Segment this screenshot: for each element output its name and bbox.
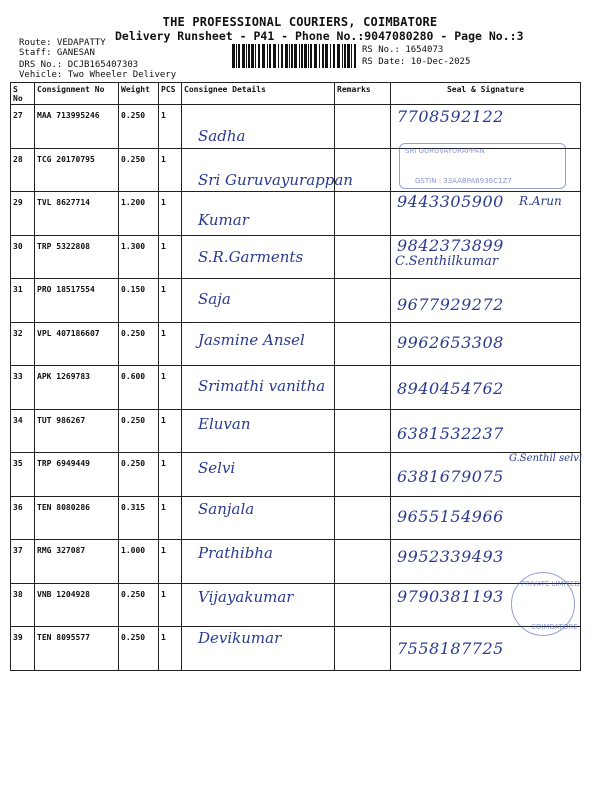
row-remarks <box>335 192 391 236</box>
runsheet-table <box>10 82 581 671</box>
row-weight: 0.250 <box>119 627 159 671</box>
row-consignment: TEN 8080286 <box>35 496 119 540</box>
receiver-phone: 6381679075 <box>397 467 504 486</box>
row-consignee <box>182 192 335 236</box>
barcode-bar <box>351 44 352 68</box>
row-sno: 32 <box>11 322 35 366</box>
table-row <box>11 627 581 671</box>
stamp-text: GSTIN : 33AABPA6936C1Z7 <box>415 176 512 185</box>
row-weight: 0.315 <box>119 496 159 540</box>
barcode-bar <box>347 44 350 68</box>
barcode-bar <box>354 44 356 68</box>
barcode-bar <box>246 44 247 68</box>
receiver-phone: 9655154966 <box>397 506 504 526</box>
row-consignment: VPL 407186607 <box>35 322 119 366</box>
row-consignee <box>182 366 335 410</box>
row-consignment: PRO 18517554 <box>35 279 119 323</box>
barcode-bar <box>299 44 300 68</box>
row-pcs: 1 <box>159 540 182 584</box>
row-pcs: 1 <box>159 279 182 323</box>
row-consignee <box>182 540 335 584</box>
barcode-bar <box>251 44 254 68</box>
barcode-bar <box>255 44 256 68</box>
consignee-name: S.R.Garments <box>198 247 304 266</box>
row-weight: 0.150 <box>119 279 159 323</box>
rs-date: RS Date: 10-Dec-2025 <box>362 57 471 67</box>
row-pcs: 1 <box>159 192 182 236</box>
row-consignment: VNB 1204928 <box>35 583 119 627</box>
row-signature <box>391 279 581 323</box>
col-seal: Seal & Signature <box>391 83 581 105</box>
row-remarks <box>335 409 391 453</box>
barcode-bar <box>258 44 260 68</box>
company-title: THE PROFESSIONAL COURIERS, COIMBATORE <box>162 15 438 29</box>
row-pcs: 1 <box>159 322 182 366</box>
barcode-bar <box>342 44 343 68</box>
barcode-bar <box>304 44 307 68</box>
row-sno: 38 <box>11 583 35 627</box>
table-row <box>11 148 581 192</box>
row-pcs: 1 <box>159 627 182 671</box>
col-weight: Weight <box>119 83 159 105</box>
table-row <box>11 453 581 497</box>
row-pcs: 1 <box>159 366 182 410</box>
col-sno: S No <box>11 83 35 105</box>
signature-handwritten: R.Arun <box>519 194 562 208</box>
row-consignee <box>182 496 335 540</box>
receiver-phone: 7558187725 <box>397 639 504 658</box>
row-pcs: 1 <box>159 148 182 192</box>
row-remarks <box>335 279 391 323</box>
row-signature <box>391 409 581 453</box>
barcode-bar <box>310 44 312 68</box>
barcode-bar <box>242 44 245 68</box>
receiver-phone: 9962653308 <box>397 332 504 352</box>
runsheet-subtitle: Delivery Runsheet - P41 - Phone No.:9047080280 - Page No.:3 <box>115 29 524 43</box>
row-signature <box>391 366 581 410</box>
barcode-bar <box>308 44 309 68</box>
drs-label: DRS No.: DCJB165407303 <box>19 60 139 70</box>
col-pcs: PCS <box>159 83 182 105</box>
row-weight: 1.300 <box>119 235 159 279</box>
row-remarks <box>335 366 391 410</box>
barcode-bar <box>278 44 279 68</box>
table-row <box>11 583 581 627</box>
row-sno: 28 <box>11 148 35 192</box>
consignee-name: Eluvan <box>198 414 251 433</box>
rs-number: RS No.: 1654073 <box>362 45 444 55</box>
receiver-phone: 6381532237 <box>397 423 504 443</box>
barcode-bar <box>289 44 290 68</box>
table-row <box>11 540 581 584</box>
row-consignee <box>182 235 335 279</box>
row-weight: 0.250 <box>119 105 159 149</box>
row-consignee <box>182 583 335 627</box>
barcode-image <box>232 44 358 68</box>
row-pcs: 1 <box>159 453 182 497</box>
barcode-bar <box>232 44 235 68</box>
row-consignee <box>182 409 335 453</box>
row-weight: 0.250 <box>119 409 159 453</box>
row-weight: 0.250 <box>119 148 159 192</box>
barcode-bar <box>337 44 340 68</box>
receiver-phone: 9842373899 <box>397 235 504 255</box>
row-sno: 31 <box>11 279 35 323</box>
consignee-name: Prathibha <box>198 544 273 562</box>
barcode-bar <box>267 44 268 68</box>
row-sno: 36 <box>11 496 35 540</box>
row-remarks <box>335 235 391 279</box>
row-sno: 27 <box>11 105 35 149</box>
receiver-phone: 9952339493 <box>397 547 504 566</box>
barcode-bar <box>248 44 250 68</box>
signature-handwritten: G.Senthil selvi <box>509 453 583 464</box>
barcode-bar <box>236 44 237 68</box>
row-pcs: 1 <box>159 105 182 149</box>
barcode-bar <box>333 44 335 68</box>
row-pcs: 1 <box>159 496 182 540</box>
row-remarks <box>335 105 391 149</box>
stamp-text: PRIVATE LIMITED <box>521 579 580 588</box>
row-consignee <box>182 105 335 149</box>
row-pcs: 1 <box>159 235 182 279</box>
barcode-bar <box>262 44 265 68</box>
row-signature <box>391 623 581 671</box>
consignee-name: Selvi <box>198 459 236 477</box>
table-row <box>11 409 581 453</box>
row-signature <box>391 496 581 540</box>
receiver-phone: 8940454762 <box>397 379 504 398</box>
consignee-name: Devikumar <box>198 629 282 647</box>
row-remarks <box>335 453 391 497</box>
route-label: Route: VEDAPATTY <box>19 38 106 48</box>
row-weight: 0.250 <box>119 453 159 497</box>
barcode-bar <box>273 44 276 68</box>
receiver-phone: 9443305900 <box>397 192 504 211</box>
barcode-bar <box>269 44 271 68</box>
row-signature <box>391 235 581 279</box>
row-consignment: TUT 986267 <box>35 409 119 453</box>
row-pcs: 1 <box>159 409 182 453</box>
row-consignment: TVL 8627714 <box>35 192 119 236</box>
consignee-name: Srimathi vanitha <box>198 377 326 395</box>
row-consignment: TCG 20170795 <box>35 148 119 192</box>
receiver-phone: 9790381193 <box>397 586 504 606</box>
table-row <box>11 105 581 149</box>
row-consignee <box>182 453 335 497</box>
barcode-bar <box>285 44 288 68</box>
table-row <box>11 235 581 279</box>
consignee-name: Kumar <box>198 211 249 229</box>
consignee-name: Sri Guruvayurappan <box>198 170 353 189</box>
row-sno: 34 <box>11 409 35 453</box>
row-signature <box>391 192 581 236</box>
row-signature <box>391 453 581 497</box>
stamp-text: SRI GURUVAYURAPPAN <box>405 146 485 155</box>
row-consignment: RMG 327087 <box>35 540 119 584</box>
table-row <box>11 322 581 366</box>
barcode-bar <box>330 44 331 68</box>
row-sno: 29 <box>11 192 35 236</box>
staff-label: Staff: GANESAN <box>19 48 95 58</box>
table-row <box>11 366 581 410</box>
table-row <box>11 496 581 540</box>
barcode-bar <box>294 44 297 68</box>
row-consignment: APK 1269783 <box>35 366 119 410</box>
consignee-name: Jasmine Ansel <box>198 330 305 349</box>
row-signature <box>391 579 581 627</box>
row-signature <box>391 148 581 192</box>
row-weight: 1.000 <box>119 540 159 584</box>
row-remarks <box>335 322 391 366</box>
row-remarks <box>335 627 391 671</box>
col-consignment: Consignment No <box>35 83 119 105</box>
table-row <box>11 279 581 323</box>
barcode-bar <box>322 44 324 68</box>
col-remarks: Remarks <box>335 83 391 105</box>
row-consignment: TEN 8095577 <box>35 627 119 671</box>
vehicle-label: Vehicle: Two Wheeler Delivery <box>19 70 177 80</box>
row-consignee <box>182 322 335 366</box>
row-remarks <box>335 583 391 627</box>
row-consignee <box>182 148 353 192</box>
receiver-phone: 9677929272 <box>397 295 504 314</box>
row-consignee <box>182 627 335 671</box>
row-consignment: MAA 713995246 <box>35 105 119 149</box>
row-pcs: 1 <box>159 583 182 627</box>
row-remarks <box>335 540 391 584</box>
barcode-bar <box>291 44 293 68</box>
row-remarks <box>335 496 391 540</box>
row-weight: 0.250 <box>119 583 159 627</box>
consignee-name: Sadha <box>198 127 246 145</box>
consignee-name: Saja <box>198 290 231 308</box>
row-consignee <box>182 279 335 323</box>
signature-handwritten: C.Senthilkumar <box>395 253 499 269</box>
barcode-bar <box>319 44 320 68</box>
row-consignment: TRP 6949449 <box>35 453 119 497</box>
table-header-row <box>11 83 581 105</box>
table-row <box>11 192 581 236</box>
consignee-name: Sanjala <box>198 499 255 518</box>
row-sno: 33 <box>11 366 35 410</box>
row-weight: 0.600 <box>119 366 159 410</box>
receiver-phone: 7708592122 <box>397 107 504 126</box>
barcode-bar <box>281 44 283 68</box>
row-signature <box>391 322 581 366</box>
barcode-bar <box>344 44 346 68</box>
row-consignment: TRP 5322808 <box>35 235 119 279</box>
row-signature <box>391 105 581 149</box>
row-weight: 1.200 <box>119 192 159 236</box>
barcode-bar <box>325 44 328 68</box>
row-sno: 35 <box>11 453 35 497</box>
row-sno: 37 <box>11 540 35 584</box>
consignee-name: Vijayakumar <box>198 587 294 606</box>
row-weight: 0.250 <box>119 322 159 366</box>
row-sno: 39 <box>11 627 35 671</box>
barcode-bar <box>301 44 303 68</box>
stamp-text: COIMBATORE <box>531 623 578 631</box>
col-consignee: Consignee Details <box>182 83 335 105</box>
row-sno: 30 <box>11 235 35 279</box>
barcode-bar <box>314 44 317 68</box>
barcode-bar <box>238 44 240 68</box>
